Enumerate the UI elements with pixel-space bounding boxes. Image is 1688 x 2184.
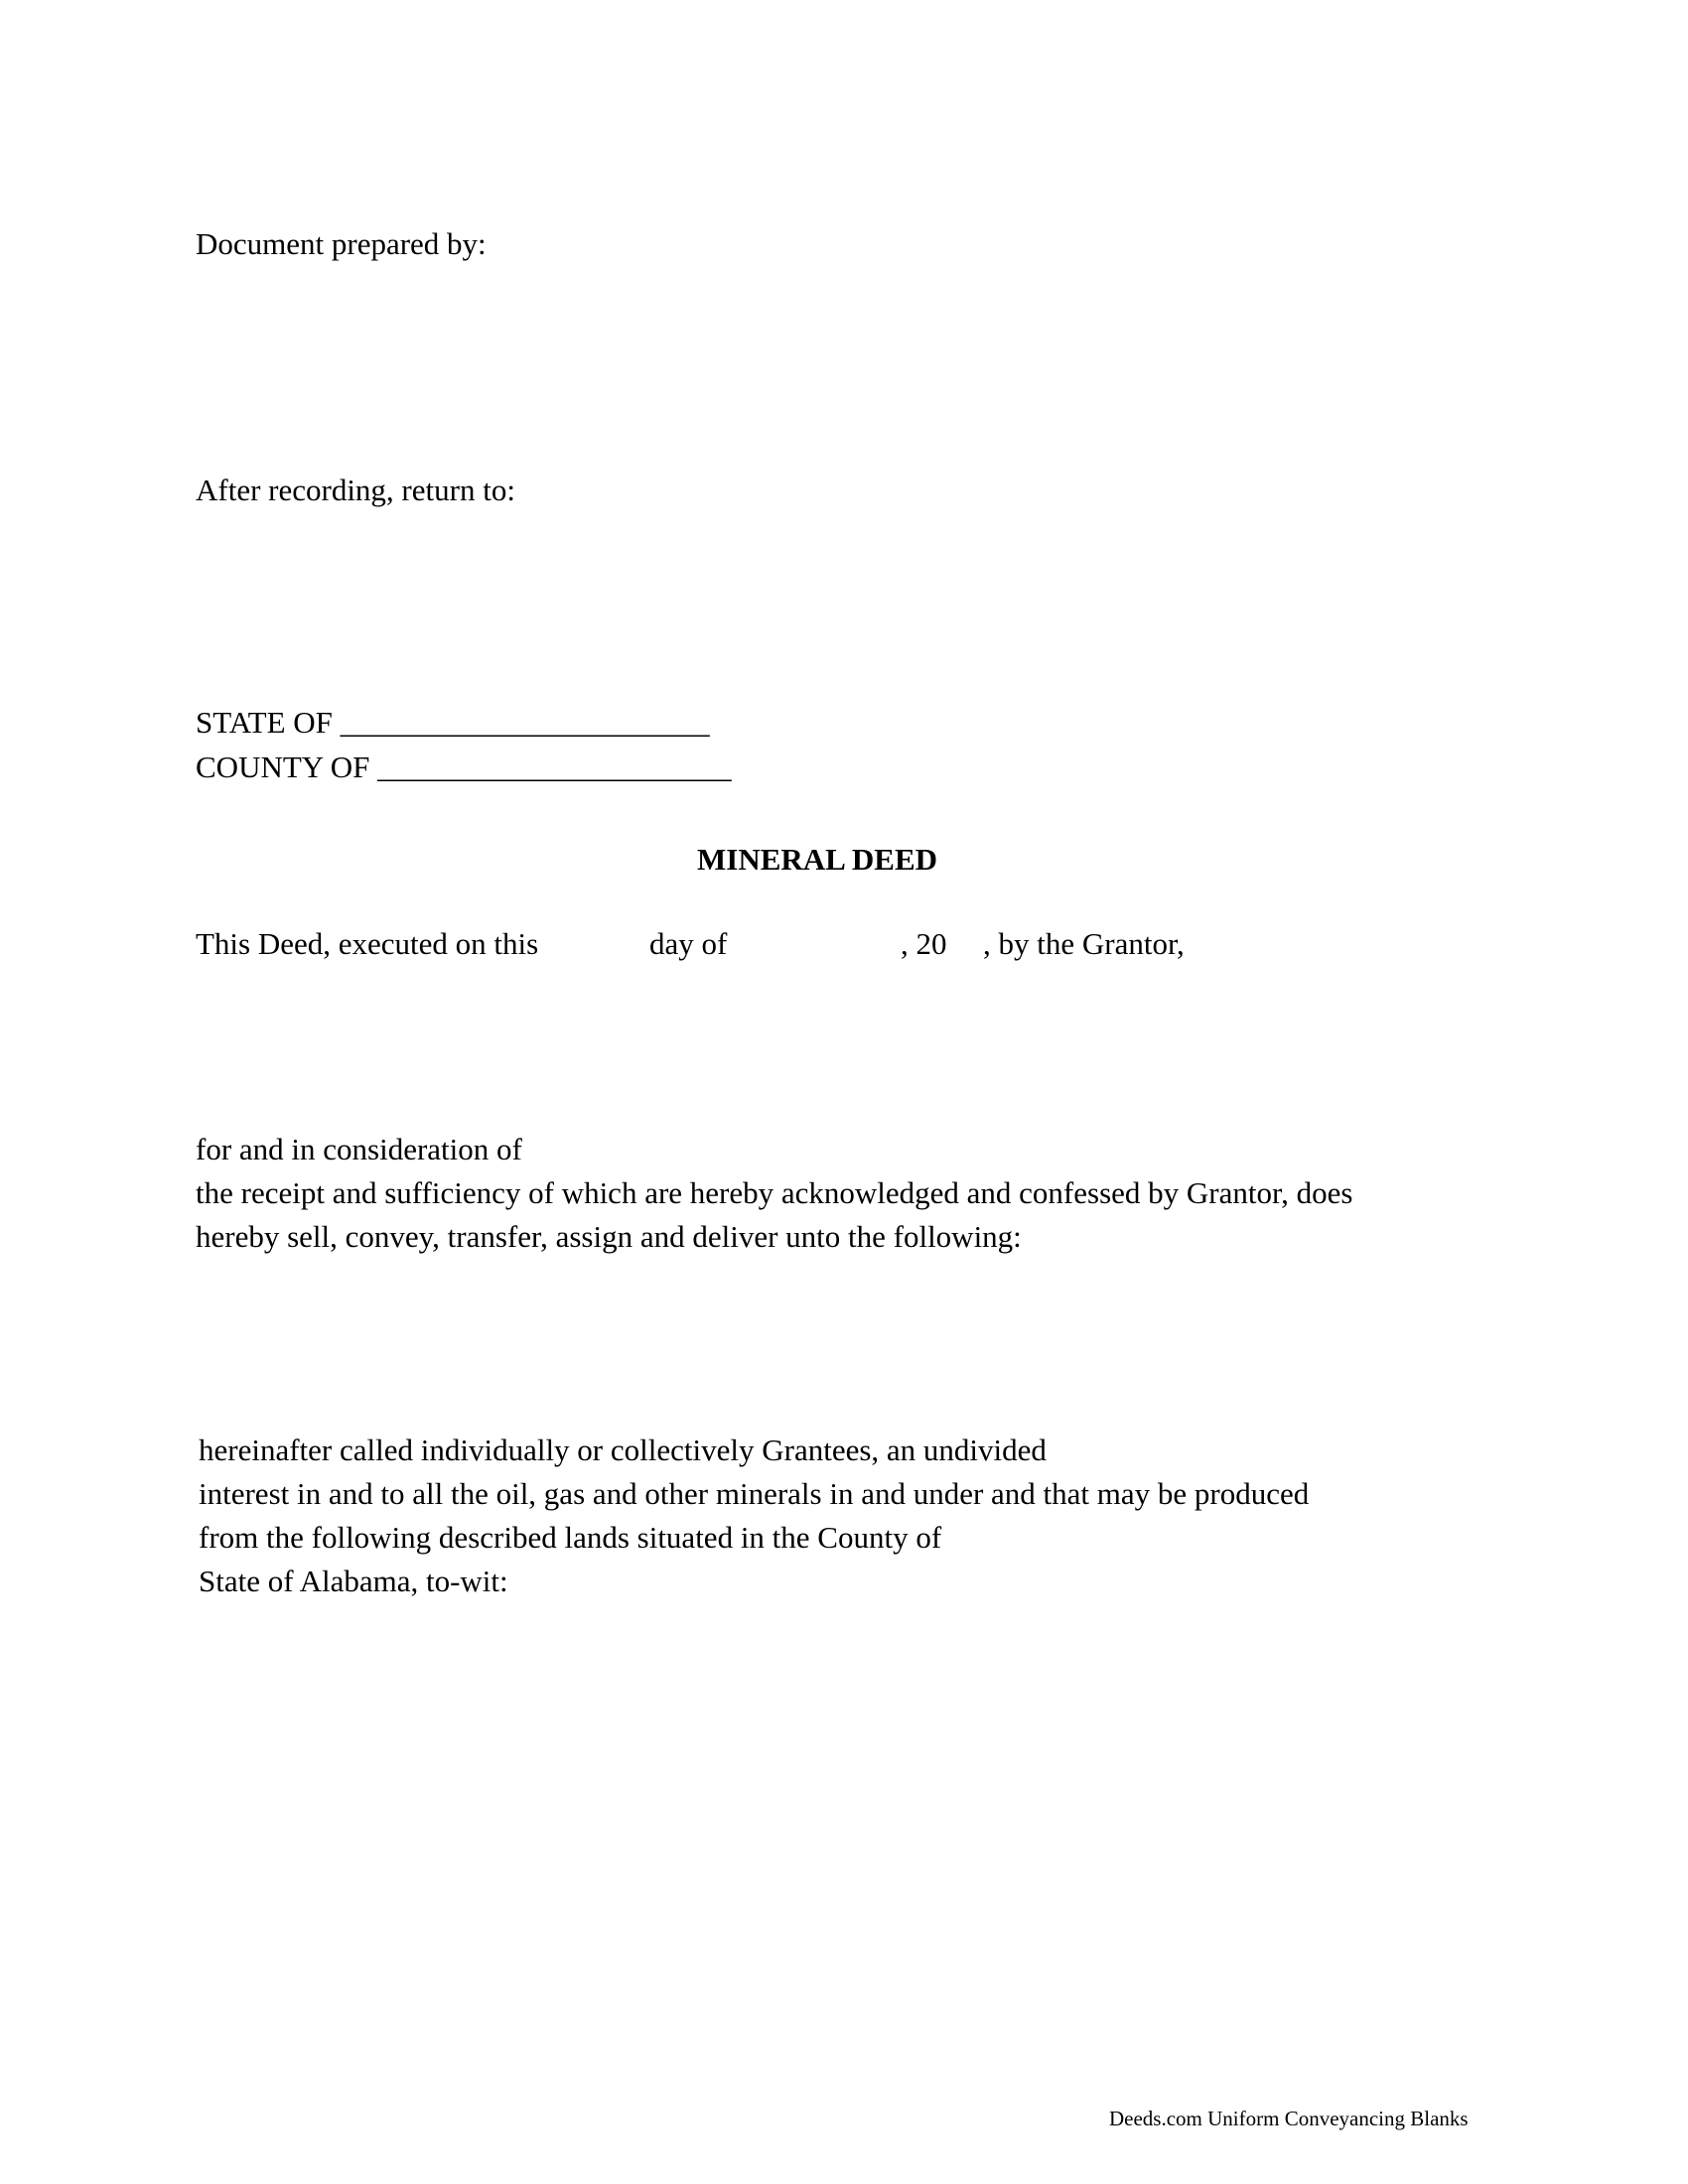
document-title: MINERAL DEED	[697, 842, 938, 877]
footer-text: Deeds.com Uniform Conveyancing Blanks	[1109, 2107, 1469, 2130]
grant-line-4: State of Alabama, to-wit:	[199, 1564, 508, 1598]
consideration-line-3: hereby sell, convey, transfer, assign and deliver unto the following:	[196, 1219, 1022, 1254]
execution-day-of: day of	[649, 926, 728, 961]
execution-intro: This Deed, executed on this	[196, 926, 539, 961]
execution-year-prefix: , 20	[901, 926, 947, 961]
state-of-line: STATE OF ________________________	[196, 705, 710, 740]
consideration-line-2: the receipt and sufficiency of which are hereby acknowledged and confessed by Grantor, does	[196, 1175, 1353, 1210]
grant-line-1: hereinafter called individually or collectively Grantees, an undivided	[199, 1433, 1047, 1467]
county-of-line: COUNTY OF _______________________	[196, 750, 732, 784]
execution-by-grantor: , by the Grantor,	[983, 926, 1185, 961]
prepared-by-label: Document prepared by:	[196, 226, 487, 261]
return-to-label: After recording, return to:	[196, 473, 515, 507]
consideration-line-1: for and in consideration of	[196, 1132, 522, 1166]
grant-line-2: interest in and to all the oil, gas and other minerals in and under and that may be produced	[199, 1476, 1310, 1511]
grant-line-3: from the following described lands situated in the County of	[199, 1520, 942, 1555]
